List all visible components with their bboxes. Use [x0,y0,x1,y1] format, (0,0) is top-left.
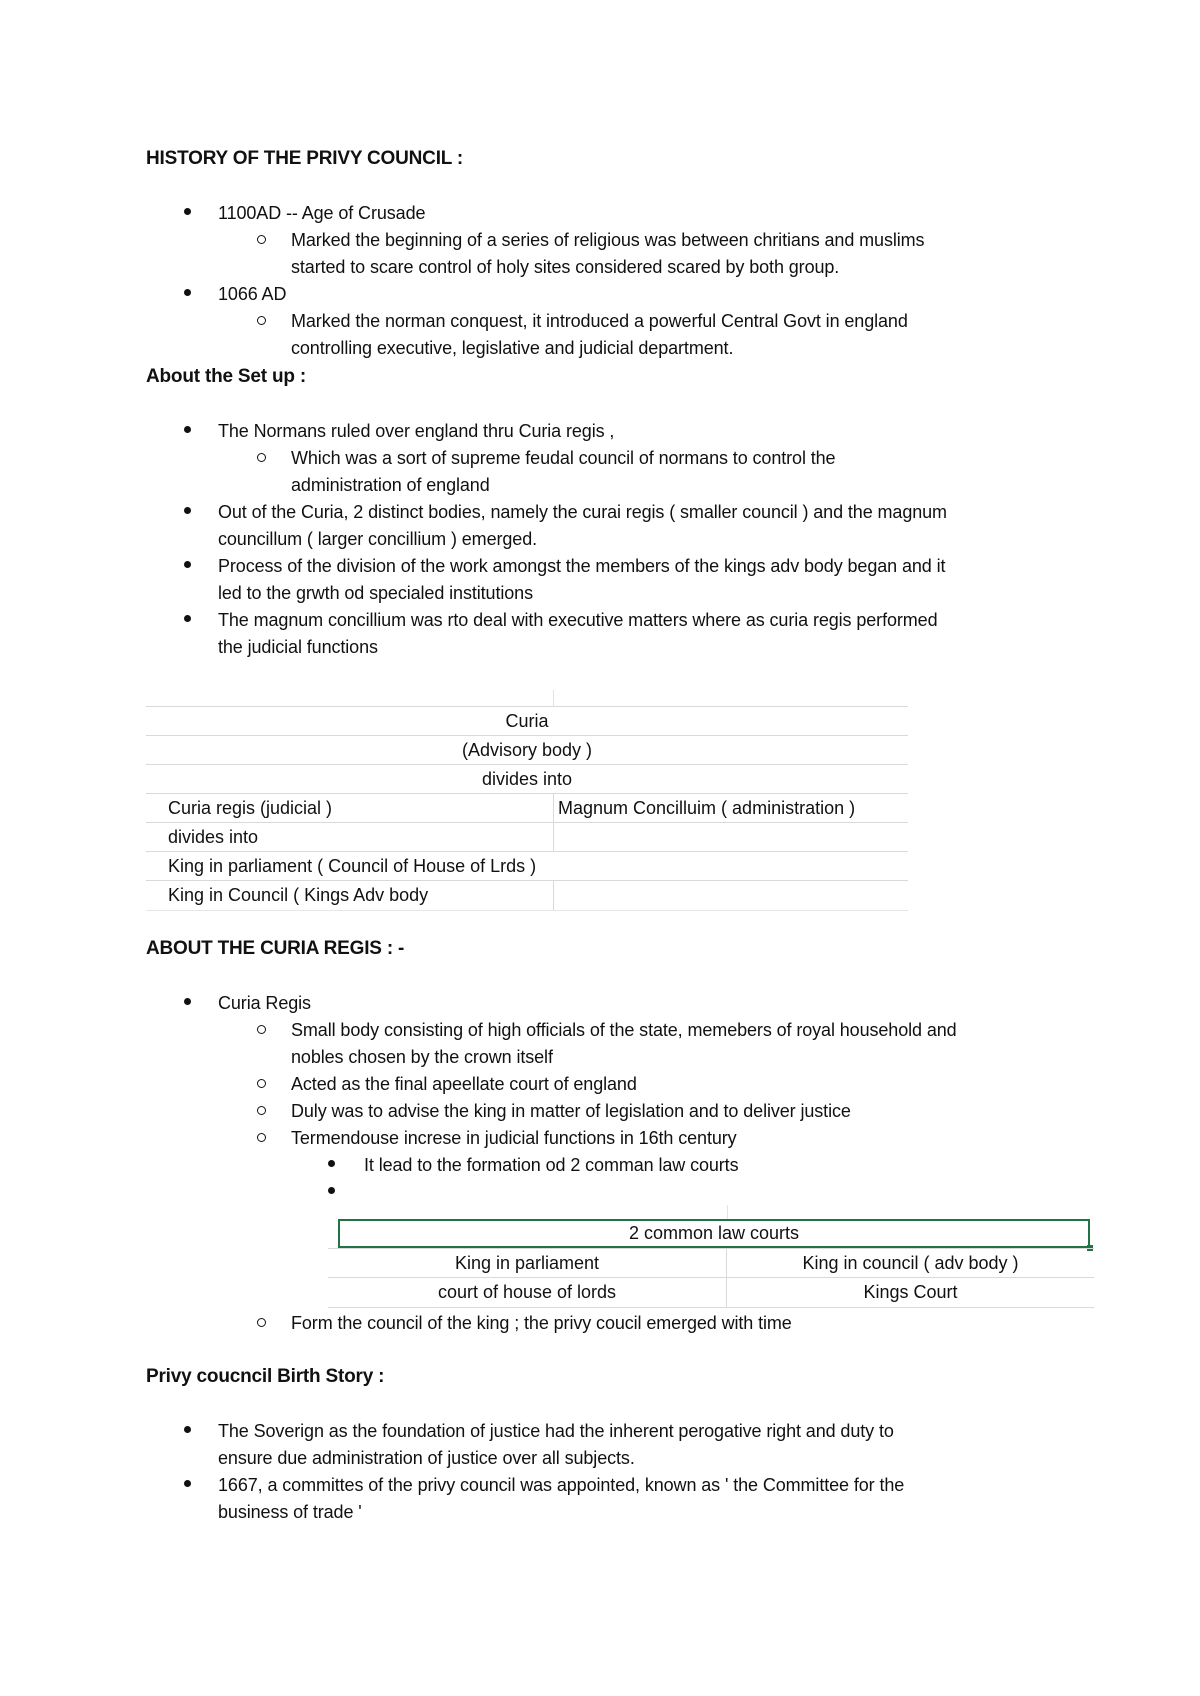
bullet-circle [257,1079,266,1088]
bullet-circle [257,1025,266,1034]
history-bullet-1: 1100AD -- Age of Crusade [218,203,426,223]
table-cell: Curia [505,711,549,731]
bullet-circle [257,453,266,462]
table-row [328,1277,1094,1308]
setup-bullet-1: The Normans ruled over england thru Curia regis , [218,421,615,441]
bullet-dot [184,289,191,296]
history-sub-1-line-2: started to scare control of holy sites considered scared by both group. [291,257,840,277]
setup-heading: About the Set up : [146,366,306,387]
selected-cell[interactable] [338,1219,1090,1248]
setup-sub-1-line-1: Which was a sort of supreme feudal council of normans to control the [291,448,836,468]
birth-story-heading: Privy coucncil Birth Story : [146,1366,385,1387]
table-cell: divides into [481,769,573,789]
birth-bullet-1-line-1: The Soverign as the foundation of justice had the inherent perogative right and duty to [218,1421,894,1441]
setup-bullet-4-line-2: the judicial functions [218,637,378,657]
table-cell: King in Council ( Kings Adv body [168,885,429,905]
birth-bullet-1-line-2: ensure due administration of justice over all subjects. [218,1448,635,1468]
birth-bullet-2-line-2: business of trade ' [218,1502,362,1522]
table-gridline [553,690,554,706]
table-gridline [553,794,554,823]
history-sub-2-line-2: controlling executive, legislative and judicial department. [291,338,734,358]
table-cell: Magnum Concilluim ( administration ) [558,798,856,818]
table-gridline [553,823,554,852]
setup-bullet-3-line-2: led to the grwth od specialed institutions [218,583,533,603]
table-row [146,793,908,823]
curia-sub-1-line-2: nobles chosen by the crown itself [291,1047,553,1067]
history-bullet-2: 1066 AD [218,284,287,304]
table-row [146,764,908,794]
bullet-circle [257,235,266,244]
table-gridline [553,881,554,910]
curia-regis-heading: ABOUT THE CURIA REGIS : - [146,938,405,959]
bullet-dot [184,507,191,514]
setup-bullet-2-line-2: councillum ( larger concillium ) emerged. [218,529,538,549]
bullet-circle [257,316,266,325]
bullet-dot [184,561,191,568]
history-heading: HISTORY OF THE PRIVY COUNCIL : [146,148,464,169]
bullet-circle [257,1106,266,1115]
bullet-dot [184,615,191,622]
bullet-circle [257,1318,266,1327]
table-row [146,880,908,911]
setup-bullet-4-line-1: The magnum concillium was rto deal with executive matters where as curia regis performed [218,610,938,630]
table-cell: King in parliament ( Council of House of Lrds ) [168,856,537,876]
table-cell: divides into [168,827,259,847]
curia-sub-4-item-1: It lead to the formation od 2 comman law courts [364,1155,739,1175]
history-sub-2-line-1: Marked the norman conquest, it introduced a powerful Central Govt in england [291,311,908,331]
curia-sub-5: Form the council of the king ; the privy coucil emerged with time [291,1313,792,1333]
table-cell: King in council ( adv body ) [802,1253,1019,1273]
table-header-cell: 2 common law courts [628,1223,800,1243]
curia-sub-2: Acted as the final apeellate court of england [291,1074,637,1094]
bullet-dot [184,1480,191,1487]
table-gridline [727,1205,728,1219]
table-row [146,851,908,881]
bullet-dot [184,208,191,215]
table-cell: Kings Court [863,1282,958,1302]
setup-bullet-2-line-1: Out of the Curia, 2 distinct bodies, namely the curai regis ( smaller council ) and the magnum [218,502,947,522]
curia-regis-bullet: Curia Regis [218,993,311,1013]
bullet-dot [184,1426,191,1433]
table-cell: King in parliament [454,1253,600,1273]
curia-sub-4: Termendouse increse in judicial functions in 16th century [291,1128,737,1148]
table-row [146,706,908,736]
setup-bullet-3-line-1: Process of the division of the work amongst the members of the kings adv body began and it [218,556,946,576]
bullet-dot [328,1160,335,1167]
table-cell: (Advisory body ) [461,740,593,760]
table-row [146,822,908,852]
history-sub-1-line-1: Marked the beginning of a series of religious was between chritians and muslims [291,230,925,250]
table-row [146,735,908,765]
table-cell: court of house of lords [437,1282,617,1302]
bullet-dot [184,998,191,1005]
bullet-dot [184,426,191,433]
bullet-circle [257,1133,266,1142]
bullet-dot [328,1187,335,1194]
table-cell: Curia regis (judicial ) [168,798,333,818]
curia-sub-3: Duly was to advise the king in matter of legislation and to deliver justice [291,1101,851,1121]
birth-bullet-2-line-1: 1667, a committes of the privy council was appointed, known as ' the Committee for the [218,1475,905,1495]
setup-sub-1-line-2: administration of england [291,475,490,495]
curia-sub-1-line-1: Small body consisting of high officials of the state, memebers of royal household and [291,1020,957,1040]
table-row [328,1248,1094,1278]
